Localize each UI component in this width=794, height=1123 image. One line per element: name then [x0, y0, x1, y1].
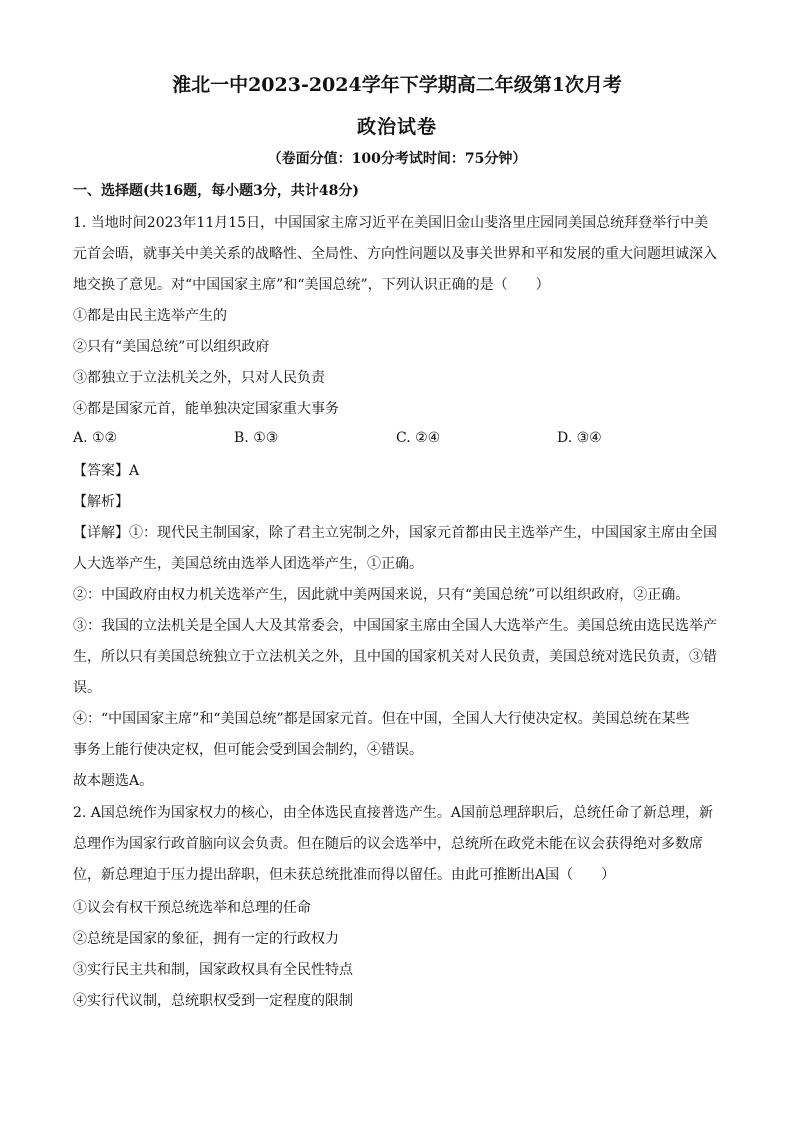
q1-explanation-line: 误。: [73, 680, 101, 696]
q2-statement: ③实行民主共和制，国家政权具有全民性特点: [73, 962, 353, 978]
q1-statement: ②只有“美国总统”可以组织政府: [73, 339, 270, 355]
q1-explanation-line: 【详解】①：现代民主制国家，除了君主立宪制之外，国家元首都由民主选举产生，中国国家主席由全国: [73, 525, 717, 541]
q1-option-d: D. ③④: [557, 430, 602, 446]
q1-answer: 【答案】A: [73, 463, 140, 479]
q1-explanation-line: 人大选举产生，美国总统由选举人团选举产生，①正确。: [73, 556, 423, 572]
exam-title: 淮北一中2023-2024学年下学期高二年级第1次月考: [172, 74, 622, 96]
section-heading: 一、选择题(共16题，每小题3分，共计48分): [73, 183, 359, 199]
q2-statement: ④实行代议制，总统职权受到一定程度的限制: [73, 993, 353, 1009]
q1-option-c: C. ②④: [396, 430, 441, 446]
q1-statement: ④都是国家元首，能单独决定国家重大事务: [73, 401, 339, 417]
q2-stem-line: 2. A国总统作为国家权力的核心，由全体选民直接普选产生。A国前总理辞职后，总统任命了新总理，新: [73, 805, 714, 821]
q1-conclusion: 故本题选A。: [73, 773, 154, 789]
q1-stem-line: 1. 当地时间2023年11月15日，中国国家主席习近平在美国旧金山斐洛里庄园同美国总统拜登举行中美: [73, 215, 709, 231]
exam-info: （卷面分值：100分考试时间：75分钟）: [267, 151, 527, 167]
q1-explanation-line: ②：中国政府由权力机关选举产生，因此就中美两国来说，只有“美国总统”可以组织政府，②正确。: [73, 587, 690, 603]
q1-option-b: B. ①③: [234, 430, 279, 446]
q1-explanation-line: 生，所以只有美国总统独立于立法机关之外，且中国的国家机关对人民负责，美国总统对选民负责，③错: [73, 649, 717, 665]
q2-stem-line: 总理作为国家行政首脑向议会负责。但在随后的议会选举中，总统所在政党未能在议会获得绝对多数席: [73, 836, 703, 852]
q1-statement: ③都独立于立法机关之外，只对人民负责: [73, 370, 325, 386]
q2-stem-line: 位，新总理迫于压力提出辞职，但未获总统批准而得以留任。由此可推断出A国（ ）: [73, 867, 616, 883]
q2-statement: ①议会有权干预总统选举和总理的任命: [73, 900, 311, 916]
q1-explanation-line: ④：“中国国家主席”和“美国总统”都是国家元首。但在中国，全国人大行使决定权。美国总统在某些: [73, 711, 690, 727]
q2-statement: ②总统是国家的象征，拥有一定的行政权力: [73, 931, 339, 947]
q1-stem-line: 地交换了意见。对“中国国家主席”和“美国总统”，下列认识正确的是（ ）: [73, 277, 550, 293]
q1-explanation-line: ③：我国的立法机关是全国人大及其常委会，中国国家主席由全国人大选举产生。美国总统由选民选举产: [73, 618, 717, 634]
q1-statement: ①都是由民主选举产生的: [73, 308, 227, 324]
q1-explanation-line: 事务上能行使决定权，但可能会受到国会制约，④错误。: [73, 742, 423, 758]
subject-title: 政治试卷: [356, 116, 437, 138]
q1-option-a: A. ①②: [73, 430, 118, 446]
q1-analysis-label: 【解析】: [73, 494, 129, 510]
q1-stem-line: 元首会晤，就事关中美关系的战略性、全局性、方向性问题以及事关世界和平和发展的重大问题坦诚深入: [73, 246, 717, 262]
